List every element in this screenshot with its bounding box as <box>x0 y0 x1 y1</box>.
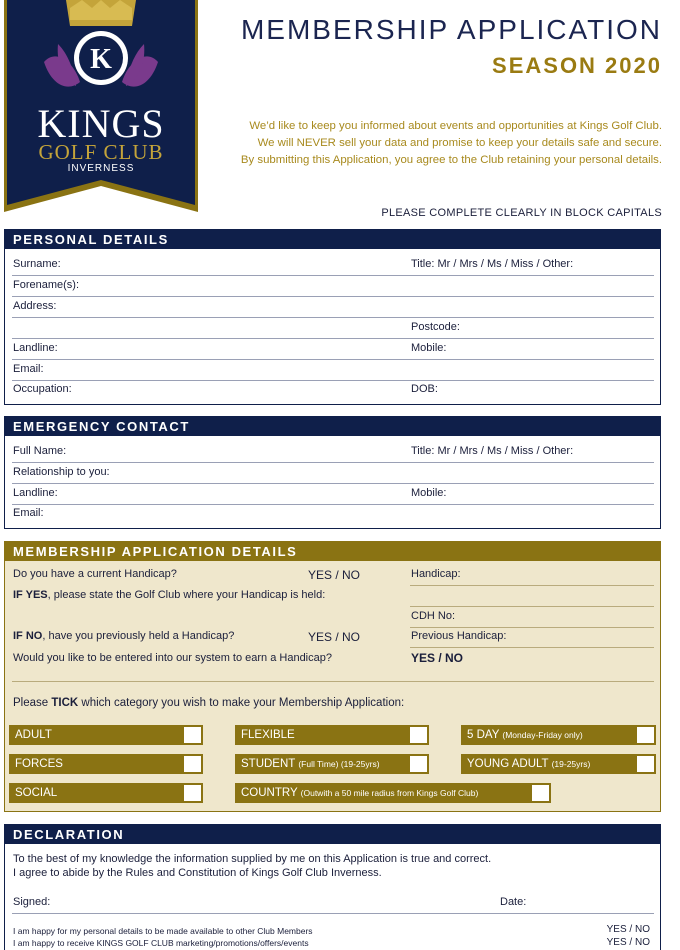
season-label: SEASON 2020 <box>492 53 662 78</box>
page-title: MEMBERSHIP APPLICATION <box>240 14 662 45</box>
current-handicap-yes-no[interactable]: YES / NO <box>308 568 361 582</box>
postcode-label: Postcode: <box>411 321 460 333</box>
landline-label: Landline: <box>13 487 58 499</box>
occupation-label: Occupation: <box>13 383 72 395</box>
landline-label: Landline: <box>13 342 58 354</box>
earn-handicap-yes-no[interactable]: YES / NO <box>411 651 464 665</box>
email-label: Email: <box>13 507 44 519</box>
email-label: Email: <box>13 363 44 375</box>
previous-handicap-yes-no[interactable]: YES / NO <box>308 630 361 644</box>
surname-row[interactable] <box>12 255 654 276</box>
earn-handicap-question: Would you like to be entered into our system to earn a Handicap? <box>13 652 332 664</box>
consent-members-text: I am happy for my personal details to be made available to other Club Members <box>13 926 313 936</box>
category-label: FORCES <box>15 758 63 770</box>
forenames-label: Forename(s): <box>13 279 80 291</box>
country-checkbox[interactable] <box>531 784 550 802</box>
category-note: (Full Time) (19-25yrs) <box>298 759 380 769</box>
consent-marketing-yes-no[interactable]: YES / NO <box>606 937 650 948</box>
tick-instruction-post: which category you wish to make your Membership Application: <box>78 697 405 709</box>
intro-line: We’d like to keep you informed about events and opportunities at Kings Golf Club. <box>249 120 662 132</box>
forces-checkbox[interactable] <box>183 755 202 773</box>
category-label: 5 DAY <box>467 729 500 741</box>
emergency-landline-row[interactable] <box>12 484 654 505</box>
tick-instruction-bold: TICK <box>51 697 79 709</box>
adult-checkbox[interactable] <box>183 726 202 744</box>
consent-marketing-text: I am happy to receive KINGS GOLF CLUB marketing/promotions/offers/events <box>13 938 309 948</box>
category-label: SOCIAL <box>15 787 58 799</box>
5-day-checkbox[interactable] <box>636 726 655 744</box>
mobile-label: Mobile: <box>411 342 447 354</box>
handicap-label: Handicap: <box>411 568 461 580</box>
if-no-label: IF NO <box>13 630 43 642</box>
declaration-section <box>4 824 661 950</box>
category-young-adult[interactable] <box>461 754 656 774</box>
relationship-row[interactable] <box>12 463 654 484</box>
crown-icon <box>66 0 136 26</box>
section-heading: DECLARATION <box>5 825 660 844</box>
category-adult[interactable] <box>9 725 203 745</box>
divider <box>12 681 654 682</box>
landline-row[interactable] <box>12 339 654 360</box>
category-note: (19-25yrs) <box>551 759 591 769</box>
category-flexible[interactable] <box>235 725 429 745</box>
date-label: Date: <box>500 896 527 908</box>
category-label: FLEXIBLE <box>241 729 295 741</box>
section-heading: PERSONAL DETAILS <box>5 230 660 249</box>
section-heading: MEMBERSHIP APPLICATION DETAILS <box>5 542 660 561</box>
postcode-row[interactable] <box>12 318 654 339</box>
title-label: Title: Mr / Mrs / Ms / Miss / Other: <box>411 258 574 270</box>
category-label: ADULT <box>15 729 52 741</box>
category-country[interactable] <box>235 783 551 803</box>
occupation-row[interactable] <box>12 380 654 400</box>
section-heading: EMERGENCY CONTACT <box>5 417 660 436</box>
membership-details-section <box>4 541 661 812</box>
logo-golf-club-text: GOLF CLUB <box>38 140 164 164</box>
category-note: (Outwith a 50 mile radius from Kings Golf Club) <box>300 788 479 798</box>
logo-kings-text: KINGS <box>37 101 165 146</box>
club-logo <box>4 0 198 215</box>
handicap-line[interactable] <box>410 585 654 586</box>
forenames-row[interactable] <box>12 276 654 297</box>
tick-instruction <box>13 697 404 709</box>
emergency-contact-section <box>4 416 661 529</box>
previous-handicap-line[interactable] <box>410 647 654 648</box>
logo-monogram: K <box>90 44 112 75</box>
intro-text <box>202 118 662 169</box>
intro-line: By submitting this Application, you agree to the Club retaining your personal details. <box>240 154 662 166</box>
tick-instruction-pre: Please <box>13 697 52 709</box>
dob-label: DOB: <box>411 383 438 395</box>
email-row[interactable] <box>12 360 654 381</box>
social-checkbox[interactable] <box>183 784 202 802</box>
emergency-name-row[interactable] <box>12 442 654 463</box>
category-5-day[interactable] <box>461 725 656 745</box>
mobile-label: Mobile: <box>411 487 447 499</box>
category-label: COUNTRY <box>241 787 298 799</box>
cdh-label: CDH No: <box>411 610 456 622</box>
title-label: Title: Mr / Mrs / Ms / Miss / Other: <box>411 445 574 457</box>
consent-members-yes-no[interactable]: YES / NO <box>606 924 650 935</box>
golf-club-question-text: , please state the Golf Club where your Handicap is held: <box>47 589 326 601</box>
relationship-label: Relationship to you: <box>13 466 110 478</box>
category-label: STUDENT <box>241 758 296 770</box>
current-handicap-question: Do you have a current Handicap? <box>13 568 177 580</box>
logo-location-text: INVERNESS <box>67 163 135 174</box>
emergency-email-row[interactable] <box>12 504 654 524</box>
address-label: Address: <box>13 300 57 312</box>
declaration-text <box>13 852 491 880</box>
category-forces[interactable] <box>9 754 203 774</box>
student-checkbox[interactable] <box>409 755 428 773</box>
category-label: YOUNG ADULT <box>467 758 549 770</box>
signature-row[interactable] <box>12 893 654 914</box>
signed-label: Signed: <box>13 896 51 908</box>
previous-handicap-question <box>13 630 234 642</box>
previous-handicap-label: Previous Handicap: <box>411 630 507 642</box>
if-yes-label: IF YES <box>13 589 48 601</box>
personal-details-section <box>4 229 661 405</box>
category-social[interactable] <box>9 783 203 803</box>
declaration-line: To the best of my knowledge the information supplied by me on this Application is true and correct. <box>13 853 492 865</box>
category-note: (Monday-Friday only) <box>502 730 583 740</box>
address-row[interactable] <box>12 297 654 318</box>
cdh-line[interactable] <box>410 627 654 628</box>
category-student[interactable] <box>235 754 429 774</box>
full-name-label: Full Name: <box>13 445 67 457</box>
previous-handicap-question-text: , have you previously held a Handicap? <box>42 630 235 642</box>
intro-line: We will NEVER sell your data and promise to keep your details safe and secure. <box>257 137 662 149</box>
young-adult-checkbox[interactable] <box>636 755 655 773</box>
surname-label: Surname: <box>13 258 61 270</box>
flexible-checkbox[interactable] <box>409 726 428 744</box>
block-capitals-note: PLEASE COMPLETE CLEARLY IN BLOCK CAPITALS <box>381 207 662 219</box>
golf-club-line[interactable] <box>410 606 654 607</box>
declaration-line: I agree to abide by the Rules and Constitution of Kings Golf Club Inverness. <box>13 867 382 879</box>
golf-club-question <box>13 589 325 601</box>
